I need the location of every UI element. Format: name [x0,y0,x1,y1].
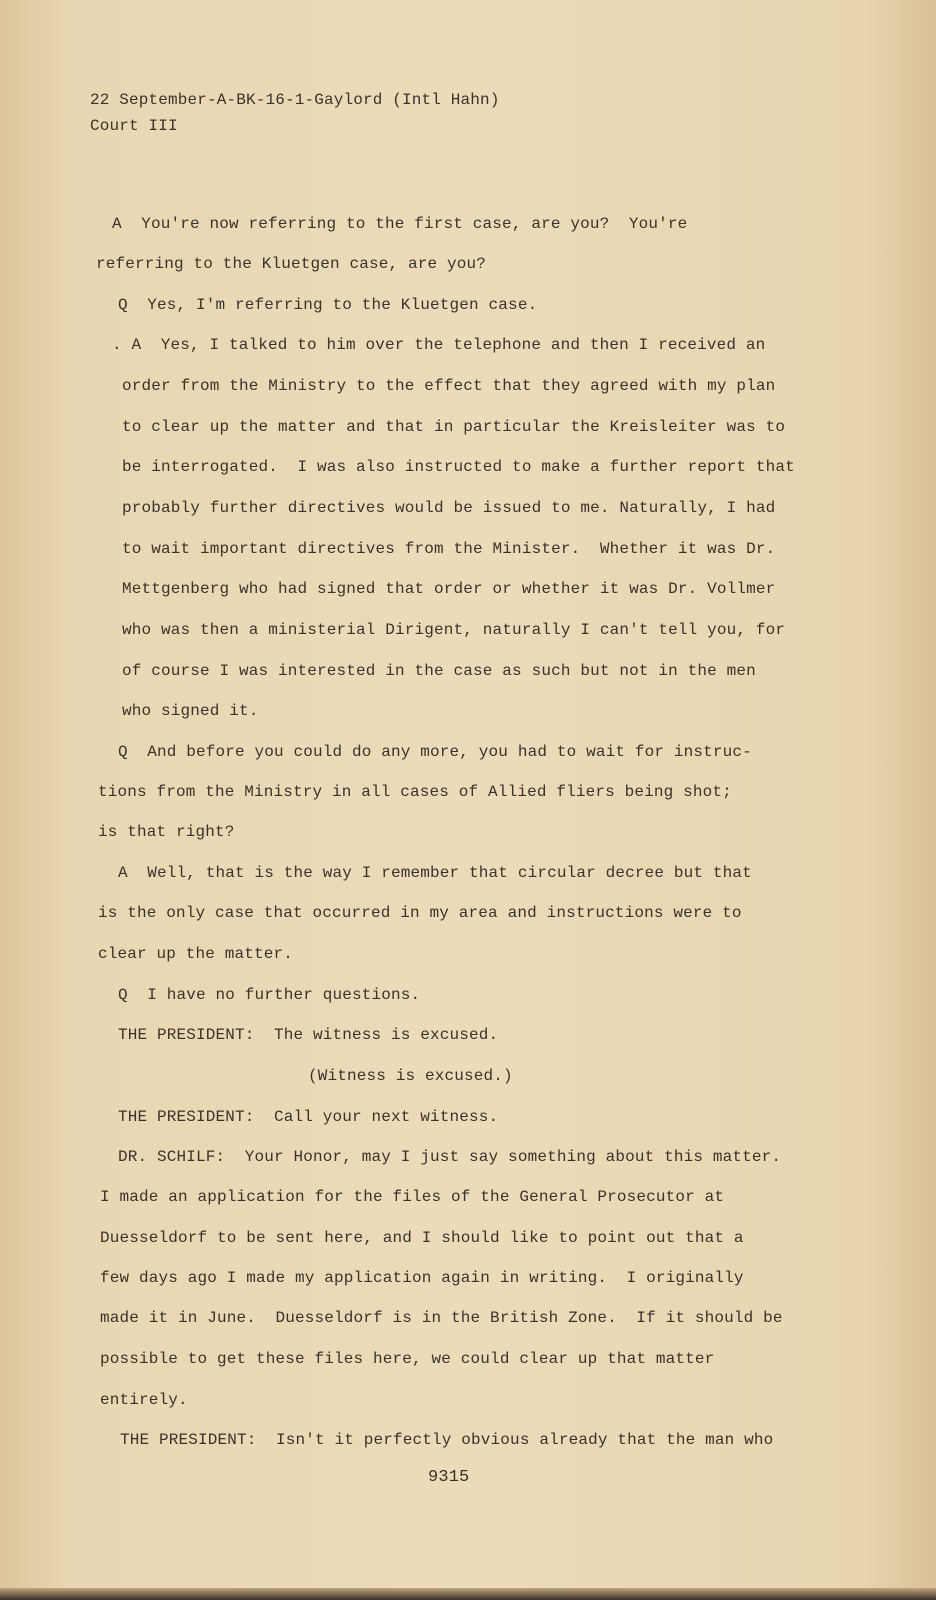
transcript-line: referring to the Kluetgen case, are you? [96,255,487,273]
transcript-line: THE PRESIDENT: The witness is excused. [118,1026,499,1044]
transcript-line: probably further directives would be issued to me. Naturally, I had [122,499,776,517]
transcript-line: is the only case that occurred in my area and instructions were to [98,904,742,922]
transcript-line: A Well, that is the way I remember that circular decree but that [118,864,752,882]
transcript-line: who was then a ministerial Dirigent, naturally I can't tell you, for [122,621,786,639]
transcript-line: I made an application for the files of the General Prosecutor at [100,1188,725,1206]
transcript-line: A You're now referring to the first case, are you? You're [112,215,688,233]
transcript-line: (Witness is excused.) [308,1067,513,1085]
transcript-line: to clear up the matter and that in particular the Kreisleiter was to [122,418,786,436]
transcript-line: . A Yes, I talked to him over the telephone and then I received an [112,336,766,354]
transcript-line: is that right? [98,823,235,841]
transcript-line: possible to get these files here, we could clear up that matter [100,1350,715,1368]
transcript-line: few days ago I made my application again in writing. I originally [100,1269,744,1287]
transcript-line: be interrogated. I was also instructed to make a further report that [122,458,795,476]
transcript-line: of course I was interested in the case as such but not in the men [122,662,756,680]
transcript-line: Q I have no further questions. [118,986,421,1004]
transcript-line: Duesseldorf to be sent here, and I should like to point out that a [100,1229,744,1247]
transcript-line: to wait important directives from the Minister. Whether it was Dr. [122,540,776,558]
transcript-line: Q Yes, I'm referring to the Kluetgen case. [118,296,538,314]
transcript-line: who signed it. [122,702,259,720]
page-number: 9315 [428,1468,470,1487]
transcript-line: clear up the matter. [98,945,294,963]
transcript-line: Q And before you could do any more, you had to wait for instruc- [118,743,752,761]
transcript-line: entirely. [100,1391,188,1409]
transcript-line: Mettgenberg who had signed that order or whether it was Dr. Vollmer [122,580,776,598]
transcript-line: order from the Ministry to the effect that they agreed with my plan [122,377,776,395]
header-court: Court III [90,117,178,135]
transcript-line: DR. SCHILF: Your Honor, may I just say something about this matter. [118,1148,782,1166]
header-reference: 22 September-A-BK-16-1-Gaylord (Intl Hahn) [90,91,500,109]
transcript-line: THE PRESIDENT: Call your next witness. [118,1108,499,1126]
transcript-line: made it in June. Duesseldorf is in the British Zone. If it should be [100,1309,783,1327]
transcript-line: tions from the Ministry in all cases of Allied fliers being shot; [98,783,732,801]
transcript-line: THE PRESIDENT: Isn't it perfectly obvious already that the man who [120,1431,774,1449]
scan-edge [0,1588,936,1600]
